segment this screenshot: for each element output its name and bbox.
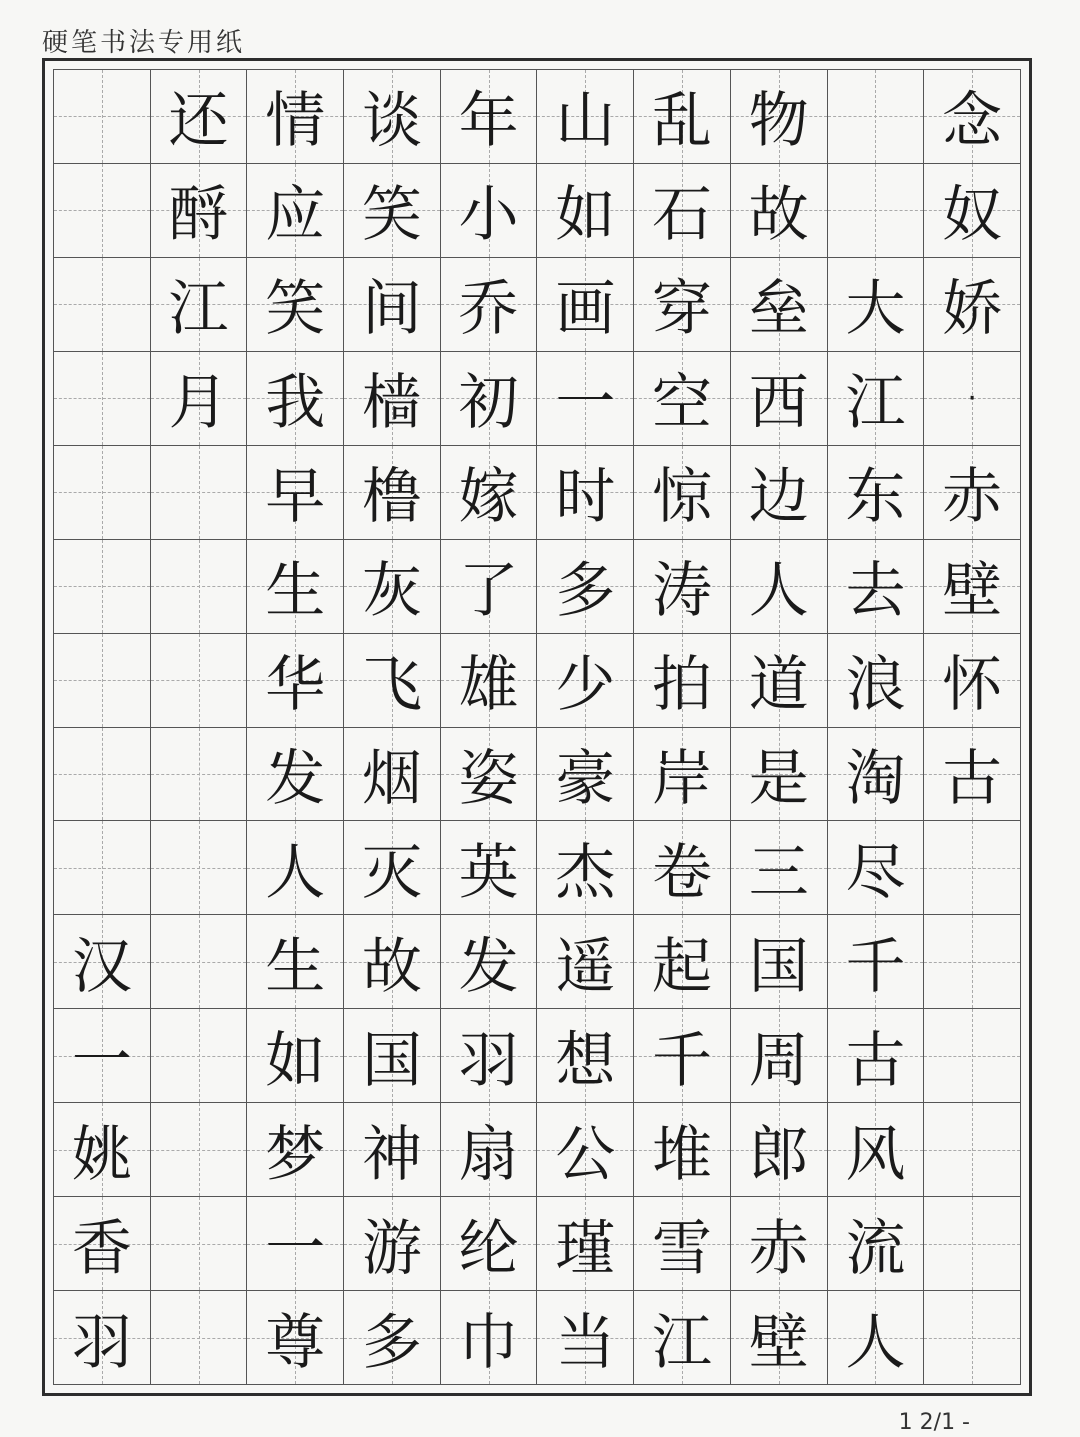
grid-cell [924,164,1021,258]
grid-cell [828,1291,925,1385]
character: 如 [265,1025,326,1096]
character: 乔 [458,274,519,345]
character: 当 [555,1307,616,1378]
grid-cell [924,634,1021,728]
grid-cell [54,540,151,634]
character: 一 [265,1213,326,1284]
grid-cell [344,634,441,728]
character: 江 [168,274,229,345]
grid-cell [537,821,634,915]
character: 想 [555,1025,616,1096]
grid-cell [537,258,634,352]
grid-cell [731,70,828,164]
grid-cell [924,915,1021,1009]
character: 石 [652,180,713,251]
character: 间 [361,274,422,345]
grid-cell [54,446,151,540]
character: 奴 [942,180,1003,251]
grid-cell [537,1197,634,1291]
character: 小 [458,180,519,251]
character: 千 [652,1025,713,1096]
grid-cell [731,1103,828,1197]
character: 一 [555,368,616,439]
grid-cell [247,821,344,915]
character: 姚 [71,1119,132,1190]
character: 起 [652,931,713,1002]
grid-cell [54,1009,151,1103]
character: 烟 [361,743,422,814]
grid-cell [151,1009,248,1103]
grid-cell [344,352,441,446]
grid-cell [924,1103,1021,1197]
character: 古 [845,1025,906,1096]
grid-cell [344,915,441,1009]
grid-cell [441,540,538,634]
character: 穿 [652,274,713,345]
grid-cell [247,258,344,352]
character: 道 [748,650,809,721]
character: 了 [458,556,519,627]
grid-cell [634,352,731,446]
grid-cell [441,164,538,258]
grid-cell [731,821,828,915]
grid-cell [924,1197,1021,1291]
grid-cell [731,540,828,634]
character: 杰 [555,837,616,908]
character: 早 [265,462,326,533]
grid-cell [54,634,151,728]
grid-cell [247,634,344,728]
grid-cell [828,728,925,822]
character: 周 [748,1025,809,1096]
character: 多 [555,556,616,627]
character: 多 [361,1307,422,1378]
character: 国 [361,1025,422,1096]
grid-cell [344,446,441,540]
character: 公 [555,1119,616,1190]
character: 千 [845,931,906,1002]
grid-cell [54,1197,151,1291]
grid-cell [247,1103,344,1197]
character: 古 [942,743,1003,814]
grid-cell [537,1291,634,1385]
character: 遥 [555,931,616,1002]
character: 雄 [458,650,519,721]
character: 国 [748,931,809,1002]
grid-cell [924,258,1021,352]
grid-cell [441,915,538,1009]
character: 生 [265,556,326,627]
character: 山 [555,86,616,157]
grid-cell [151,70,248,164]
grid-cell [731,258,828,352]
character: 雪 [652,1213,713,1284]
character: 笑 [265,274,326,345]
character: 壁 [748,1307,809,1378]
character: 江 [845,368,906,439]
character: 华 [265,650,326,721]
tian-zi-grid [53,69,1021,1385]
grid-cell [247,1291,344,1385]
character: 游 [361,1213,422,1284]
character: 物 [748,86,809,157]
grid-cell [54,70,151,164]
character: 灰 [361,556,422,627]
character: 还 [168,86,229,157]
character: 汉 [71,931,132,1002]
page-number: 1 2/1 - [898,1410,970,1435]
grid-cell [634,258,731,352]
character: 边 [748,462,809,533]
grid-cell [924,1291,1021,1385]
grid-cell [54,821,151,915]
character: 是 [748,743,809,814]
character: 酹 [168,180,229,251]
grid-cell [344,1009,441,1103]
character: 赤 [942,462,1003,533]
character: 瑾 [555,1213,616,1284]
grid-cell [344,164,441,258]
character: 羽 [458,1025,519,1096]
grid-cell [634,915,731,1009]
character: 三 [748,837,809,908]
character: 故 [361,931,422,1002]
grid-cell [54,915,151,1009]
character: 流 [845,1213,906,1284]
grid-cell [247,1197,344,1291]
grid-cell [731,634,828,728]
character: 姿 [458,743,519,814]
grid-cell [828,446,925,540]
grid-cell [828,258,925,352]
character: 纶 [458,1213,519,1284]
grid-cell [537,728,634,822]
grid-cell [151,352,248,446]
character: 羽 [71,1307,132,1378]
character: 少 [555,650,616,721]
paper-header-title: 硬笔书法专用纸 [42,28,246,58]
character: 风 [845,1119,906,1190]
grid-cell [537,634,634,728]
character: 乱 [652,86,713,157]
grid-cell [441,1103,538,1197]
grid-cell [731,1291,828,1385]
character: 壁 [942,556,1003,627]
character: 惊 [652,462,713,533]
character: 年 [458,86,519,157]
grid-cell [441,728,538,822]
grid-cell [151,1103,248,1197]
character: 大 [845,274,906,345]
grid-cell [151,540,248,634]
grid-cell [828,1197,925,1291]
character: 岸 [652,743,713,814]
grid-cell [634,70,731,164]
grid-cell [344,728,441,822]
grid-cell [828,164,925,258]
character: 飞 [361,650,422,721]
grid-cell [247,1009,344,1103]
grid-cell [634,540,731,634]
grid-cell [731,164,828,258]
character: 怀 [942,650,1003,721]
grid-cell [441,1009,538,1103]
grid-cell [441,258,538,352]
grid-cell [54,352,151,446]
grid-cell [344,540,441,634]
character: 拍 [652,650,713,721]
character: 人 [845,1307,906,1378]
character: 时 [555,462,616,533]
calligraphy-sheet [42,58,1032,1396]
character: 人 [748,556,809,627]
grid-cell [151,821,248,915]
character: 空 [652,368,713,439]
character: 梦 [265,1119,326,1190]
character: 巾 [458,1307,519,1378]
grid-cell [441,821,538,915]
grid-cell [54,1103,151,1197]
grid-cell [731,446,828,540]
grid-cell [828,540,925,634]
grid-cell [731,915,828,1009]
character: 一 [71,1025,132,1096]
character: 卷 [652,837,713,908]
grid-cell [54,1291,151,1385]
grid-cell [54,258,151,352]
character: 谈 [361,86,422,157]
grid-cell [151,164,248,258]
character: 淘 [845,743,906,814]
grid-cell [247,915,344,1009]
character: 去 [845,556,906,627]
character: 画 [555,274,616,345]
character: 垒 [748,274,809,345]
grid-cell [731,728,828,822]
character: 堆 [652,1119,713,1190]
character: 初 [458,368,519,439]
character: 豪 [555,743,616,814]
character: 尊 [265,1307,326,1378]
grid-cell [247,728,344,822]
character: 涛 [652,556,713,627]
grid-cell [537,1009,634,1103]
character: 英 [458,837,519,908]
grid-cell [344,1103,441,1197]
character: 浪 [845,650,906,721]
character: 发 [265,743,326,814]
grid-cell [731,1009,828,1103]
character: 灭 [361,837,422,908]
character: 故 [748,180,809,251]
grid-cell [537,540,634,634]
grid-cell [828,821,925,915]
grid-cell [441,1291,538,1385]
grid-cell [634,1009,731,1103]
character: 笑 [361,180,422,251]
grid-cell [247,70,344,164]
grid-cell [441,1197,538,1291]
character: 念 [942,86,1003,157]
grid-cell [924,540,1021,634]
character: 生 [265,931,326,1002]
character: 橹 [361,462,422,533]
character: 神 [361,1119,422,1190]
character: 东 [845,462,906,533]
grid-cell [537,352,634,446]
character: 人 [265,837,326,908]
grid-cell [151,258,248,352]
grid-cell [924,728,1021,822]
grid-cell [54,728,151,822]
grid-cell [537,164,634,258]
grid-cell [247,352,344,446]
grid-cell [828,352,925,446]
grid-cell [828,1103,925,1197]
grid-cell [634,1197,731,1291]
grid-cell [344,1197,441,1291]
grid-cell [151,1197,248,1291]
grid-cell [151,634,248,728]
grid-cell [634,821,731,915]
character: 情 [265,86,326,157]
grid-cell [247,540,344,634]
grid-cell [537,915,634,1009]
character: 如 [555,180,616,251]
grid-cell [151,915,248,1009]
grid-cell [54,164,151,258]
grid-cell [634,164,731,258]
character: 赤 [748,1213,809,1284]
character: 樯 [361,368,422,439]
grid-cell [924,1009,1021,1103]
grid-cell [151,446,248,540]
grid-cell [537,446,634,540]
grid-cell [634,728,731,822]
character: 江 [652,1307,713,1378]
character: 应 [265,180,326,251]
grid-cell [344,821,441,915]
grid-cell [924,352,1021,446]
character: 尽 [845,837,906,908]
character: 我 [265,368,326,439]
grid-cell [344,70,441,164]
grid-cell [441,634,538,728]
grid-cell [924,446,1021,540]
grid-cell [344,1291,441,1385]
grid-cell [441,446,538,540]
character: 郎 [748,1119,809,1190]
grid-cell [828,915,925,1009]
grid-cell [537,1103,634,1197]
grid-cell [537,70,634,164]
grid-cell [247,164,344,258]
grid-cell [151,1291,248,1385]
grid-cell [247,446,344,540]
grid-cell [828,70,925,164]
character: 嫁 [458,462,519,533]
character: 香 [71,1213,132,1284]
grid-cell [634,1291,731,1385]
character: · [962,363,982,434]
grid-cell [441,352,538,446]
character: 发 [458,931,519,1002]
grid-cell [731,352,828,446]
grid-cell [634,634,731,728]
grid-cell [441,70,538,164]
grid-cell [828,634,925,728]
grid-cell [634,1103,731,1197]
character: 月 [168,368,229,439]
character: 扇 [458,1119,519,1190]
grid-cell [344,258,441,352]
character: 西 [748,368,809,439]
grid-cell [924,821,1021,915]
grid-cell [828,1009,925,1103]
character: 娇 [942,274,1003,345]
grid-cell [151,728,248,822]
grid-cell [924,70,1021,164]
grid-cell [731,1197,828,1291]
grid-cell [634,446,731,540]
